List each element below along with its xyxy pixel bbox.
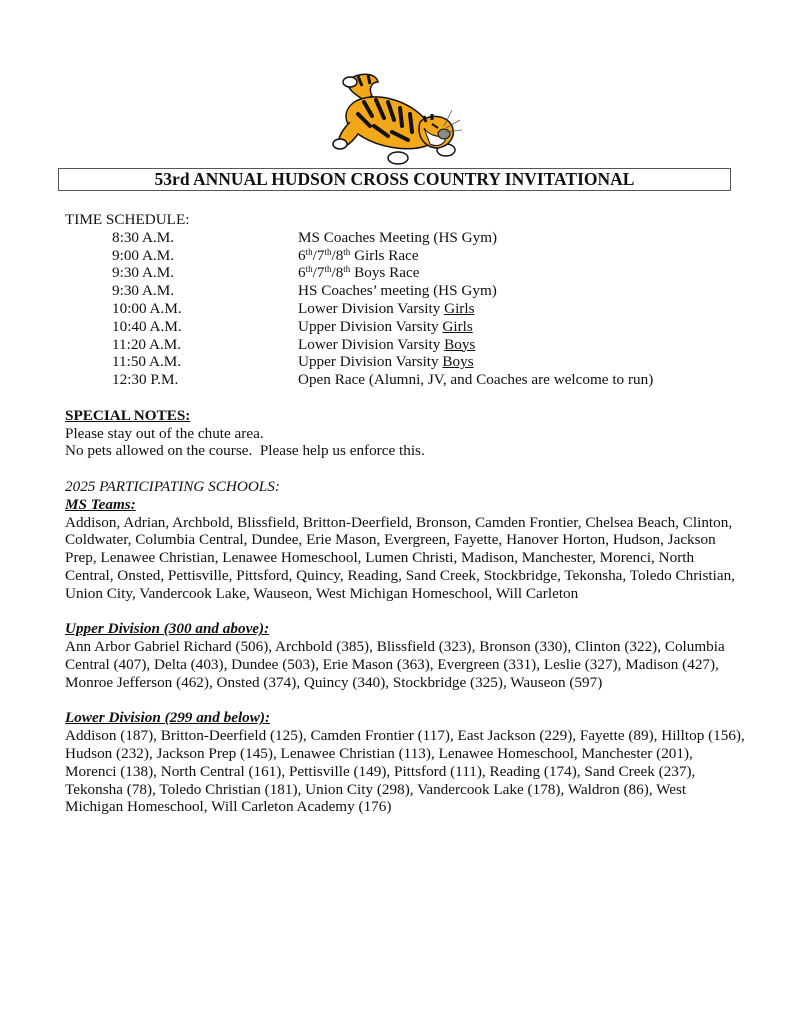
tiger-mascot-icon [328,70,464,168]
schedule-event: 6th/7th/8th Girls Race [298,246,419,264]
schedule-row [65,229,745,247]
upper-division-list: Ann Arbor Gabriel Richard (506), Archbold (385), Blissfield (323), Bronson (330), Clinton (322), Columbia Central (407), Delta (403), Dundee (503), Erie Mason (363), Evergreen (331), Leslie (327), Madison (427), Monroe Jefferson (462), Onsted (374), Quincy (340), Stockbridge (325), Wauseon (597) [65,638,725,691]
schedule-time: 9:30 A.M. [112,282,175,300]
schedule-time: 9:30 A.M. [112,264,175,282]
schedule-row [65,247,745,265]
participating-heading: 2025 PARTICIPATING SCHOOLS: [65,477,280,495]
special-notes-heading: SPECIAL NOTES: [65,406,191,424]
schedule-event: MS Coaches Meeting (HS Gym) [298,228,498,246]
schedule-time: 8:30 A.M. [112,228,175,246]
schedule-event: Lower Division Varsity Boys [298,335,476,353]
schedule-time: 9:00 A.M. [112,246,175,264]
schedule-time: 11:20 A.M. [112,335,182,353]
schedule-event: Upper Division Varsity Girls [298,317,473,335]
ms-teams-list: Addison, Adrian, Archbold, Blissfield, Britton-Deerfield, Bronson, Camden Frontier, Chelsea Beach, Clinton, Coldwater, Columbia Central, Dundee, Erie Mason, Evergreen, Fayette, Hanover Horton, Hudson, Jackson Prep, Lenawee Christian, Lenawee Homeschool, Lumen Christi, Madison, Manchester, Morenci, North Central, Onsted, Pettisville, Pittsford, Quincy, Reading, Sand Creek, Stockbridge, Tekonsha, Toledo Christian, Union City, Vandercook Lake, Wauseon, West Michigan Homeschool, Will Carleton [65,513,735,602]
schedule-time: 10:40 A.M. [112,317,182,335]
time-schedule-section [65,211,745,389]
ms-teams-heading: MS Teams: [65,495,136,513]
schedule-row [65,282,745,300]
schedule-row [65,336,745,354]
schedule-event: HS Coaches’ meeting (HS Gym) [298,282,497,300]
schedule-time: 11:50 A.M. [112,353,182,371]
special-note: Please stay out of the chute area. [65,424,264,442]
title-box [58,168,731,191]
schedule-event: Open Race (Alumni, JV, and Coaches are welcome to run) [298,371,654,389]
schedule-event: Upper Division Varsity Boys [298,353,474,371]
schedule-heading: TIME SCHEDULE: [65,211,190,228]
participating-schools-section [65,478,745,816]
schedule-row [65,353,745,371]
schedule-row [65,264,745,282]
schedule-event: Lower Division Varsity Girls [298,299,475,317]
lower-division-list: Addison (187), Britton-Deerfield (125), Camden Frontier (117), East Jackson (229), Fayette (89), Hilltop (156), Hudson (232), Jackson Prep (145), Lenawee Christian (113), Lenawee Homeschool, Manchester (201), Morenci (138), North Central (161), Pettisville (149), Pittsford (111), Reading (174), Sand Creek (237), Tekonsha (78), Toledo Christian (181), Union City (298), Vandercook Lake (178), Waldron (86), West Michigan Homeschool, Will Carleton Academy (176) [65,727,745,816]
lower-division-heading: Lower Division (299 and below): [65,709,271,727]
schedule-time: 12:30 P.M. [112,371,179,389]
upper-division-heading: Upper Division (300 and above): [65,620,270,638]
special-note: No pets allowed on the course. Please help us enforce this. [65,442,425,460]
schedule-row [65,300,745,318]
schedule-event: 6th/7th/8th Boys Race [298,264,420,282]
page-title: 53rd ANNUAL HUDSON CROSS COUNTRY INVITATIONAL [154,168,635,189]
schedule-time: 10:00 A.M. [112,299,182,317]
schedule-row [65,318,745,336]
document-body [65,211,745,816]
special-notes-section [65,407,745,460]
schedule-row [65,371,745,389]
